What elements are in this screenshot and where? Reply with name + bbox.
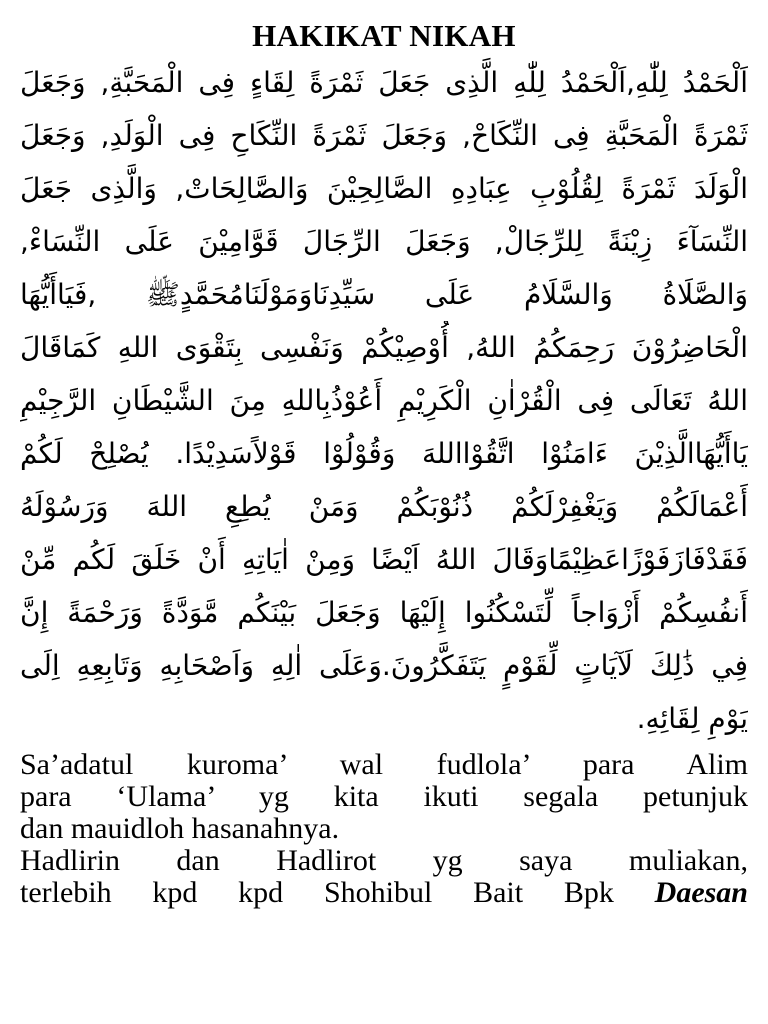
paragraph-2-line-2 [20, 877, 748, 909]
indonesian-text [20, 749, 748, 909]
arabic-line-2: ثَمْرَةً الْمَحَبَّةِ فِى النِّكَاحْ, وَجَعَلَ ثَمْرَةً النِّكَاحِ فِى الْوَلَدِ, وَجَعَلَ [20, 119, 748, 152]
paragraph-2-line-1: Hadlirin dan Hadlirot yg saya muliakan, [20, 845, 748, 877]
arabic-line-3: الْوَلَدَ ثَمْرَةً لِقُلُوْبِ عِبَادِهِ الصَّالِحِيْنَ وَالصَّالِحَاتْ, وَالَّذِى جَعَلَ [20, 172, 748, 205]
arabic-line-9: أَعْمَالَكُمْ وَيَغْفِرْلَكُمْ ذُنُوْبَكُمْ وَمَنْ يُطِعِ اللهَ وَرَسُوْلَهُ [20, 490, 748, 523]
page-title: HAKIKAT NIKAH [252, 18, 516, 53]
arabic-line-6: الْحَاضِرُوْنَ رَحِمَكُمُ اللهُ, أُوْصِيْكُمْ وَنَفْسِى بِتَقْوَى اللهِ كَمَاقَالَ [20, 331, 748, 364]
paragraph-1-line-1: Sa’adatul kuroma’ wal fudlola’ para Alim [20, 749, 748, 781]
arabic-line-8: يَاأَيُّهَاالَّذِيْنَ ءَامَنُوْا اتَّقُوْااللهَ وَقُوْلُوْا قَوْلاًسَدِيْدًا. يُصْلِحْ لَكُمْ [20, 437, 748, 470]
arabic-line-13: يَوْمِ لِقَائِهِ. [636, 702, 748, 735]
paragraph-2-line-2-text: terlebih kpd kpd Shohibul Bait Bpk [20, 877, 614, 909]
arabic-line-5: وَالصَّلَاةُ وَالسَّلَامُ عَلَى سَيِّدِنَاوَمَوْلَنَامُحَمَّدٍﷺ ,فَيَاأَيُّهَا [20, 278, 748, 311]
paragraph-1-line-2: para ‘Ulama’ yg kita ikuti segala petunjuk [20, 781, 748, 813]
paragraph-1-line-3: dan mauidloh hasanahnya. [20, 813, 340, 845]
arabic-line-1: اَلْحَمْدُ لِلّٰهِ,اَلْحَمْدُ لِلّٰهِ الَّذِى جَعَلَ ثَمْرَةً لِقَاءٍ فِى الْمَحَبَّةِ, وَجَعَلَ [20, 66, 748, 99]
arabic-line-10: فَقَدْفَازَفَوْزًاعَظِيْمًاوَقَالَ اللهُ اَيْضًا وَمِنْ اٰيَاتِهِ أَنْ خَلَقَ لَكُم مِّنْ [20, 543, 748, 576]
arabic-line-4: النِّسَآءَ زِيْنَةً لِلرِّجَالْ, وَجَعَلَ الرِّجَالَ قَوَّامِيْنَ عَلَى النِّسَاءْ, [20, 225, 748, 258]
arabic-line-11: أَنفُسِكُمْ أَزْوَاجاً لِّتَسْكُنُوا إِلَيْهَا وَجَعَلَ بَيْنَكُم مَّوَدَّةً وَرَحْمَةً إِنَّ [20, 596, 748, 629]
arabic-line-12: فِي ذَٰلِكَ لَآيَاتٍ لِّقَوْمٍ يَتَفَكَّرُونَ.وَعَلَى اٰلِهِ وَاَصْحَابِهِ وَتَابِعِهِ اِلَى [20, 649, 748, 682]
arabic-khutbah-text [20, 56, 748, 745]
host-name: Daesan [654, 877, 748, 909]
arabic-line-7: اللهُ تَعَالَى فِى الْقُرْاٰنِ الْكَرِيْمِ أَعُوْذُبِاللهِ مِنَ الشَّيْطَانِ الرَّجِيْمِ [20, 384, 748, 417]
